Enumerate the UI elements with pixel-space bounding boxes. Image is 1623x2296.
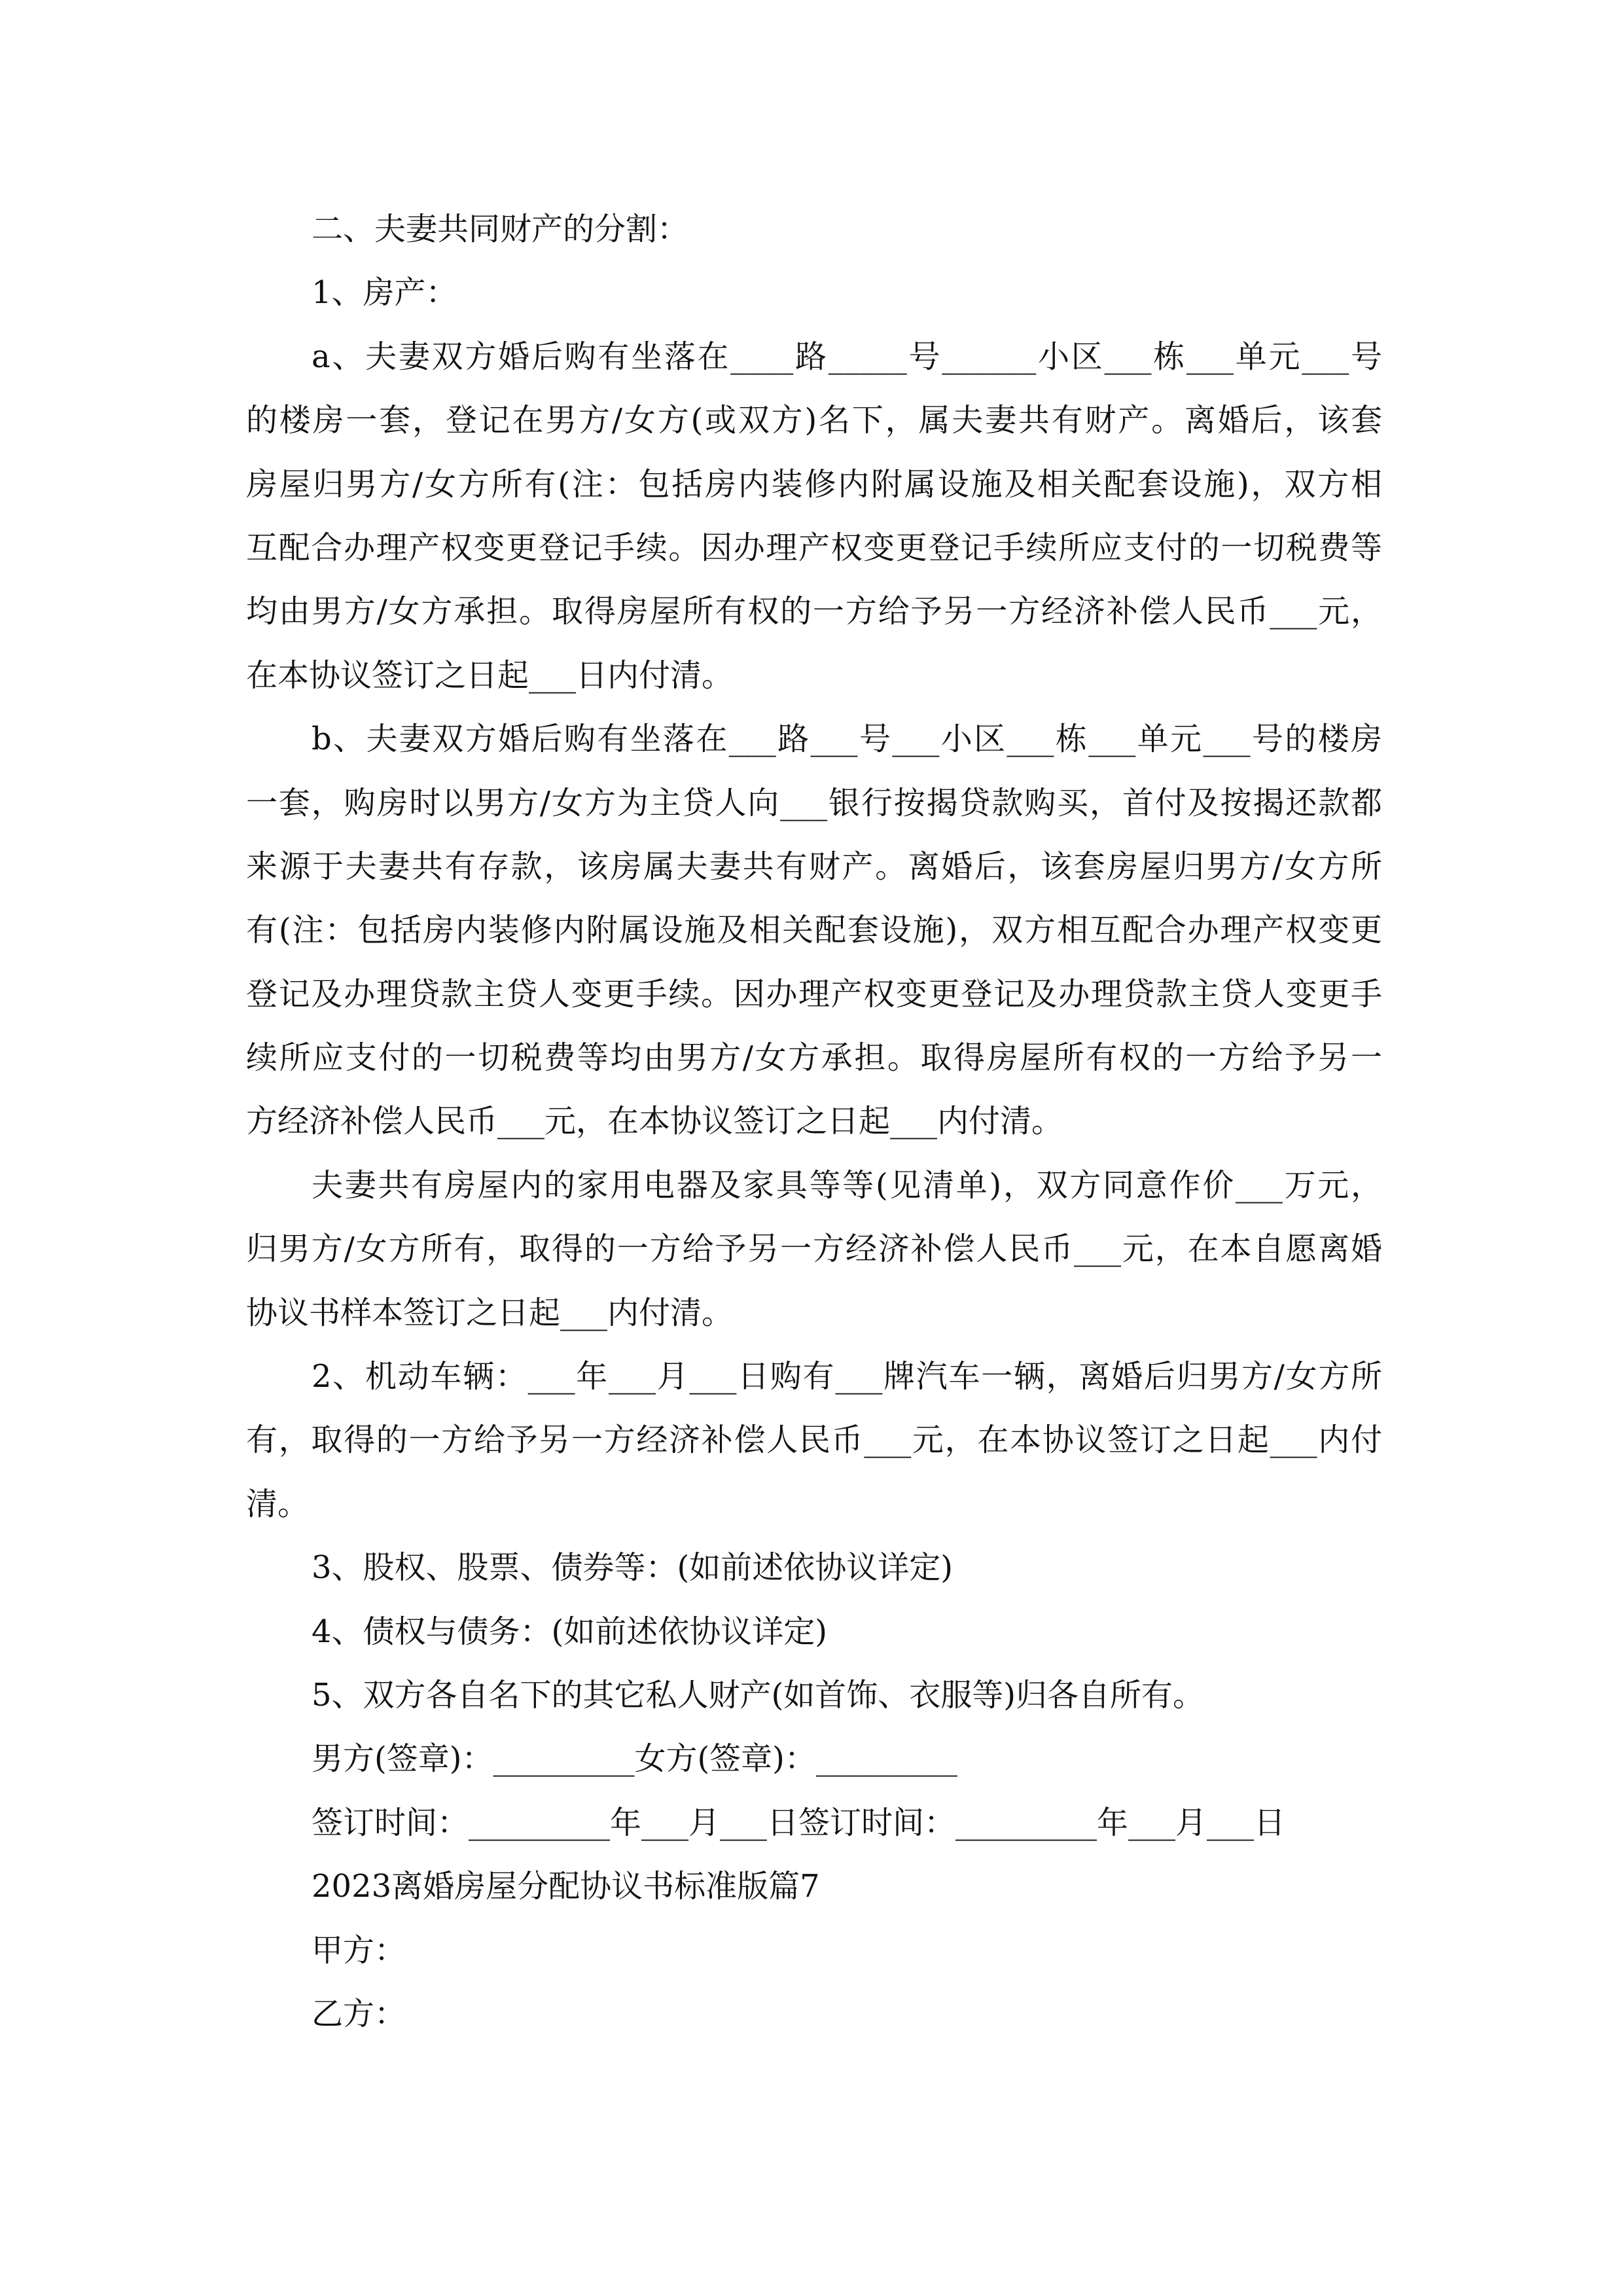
paragraph-line: b、夫妻双方婚后购有坐落在___路___号___小区___栋___单元___号的楼房 — [312, 721, 1382, 758]
paragraph-line: 续所应支付的一切税费等均由男方/女方承担。取得房屋所有权的一方给予另一 — [246, 1039, 1382, 1077]
paragraph-line: 清。 — [246, 1485, 310, 1522]
paragraph-line: 一套，购房时以男方/女方为主贷人向___银行按揭贷款购买，首付及按揭还款都 — [246, 784, 1382, 821]
paragraph-line: 协议书样本签订之日起___内付清。 — [246, 1294, 734, 1331]
party-b-label: 乙方： — [312, 1995, 406, 2032]
paragraph-line: 来源于夫妻共有存款，该房属夫妻共有财产。离婚后，该套房屋归男方/女方所 — [246, 848, 1382, 885]
paragraph-line: 房屋归男方/女方所有(注：包括房内装修内附属设施及相关配套设施)，双方相 — [246, 465, 1382, 503]
signing-date-line: 签订时间：_________年___月___日签订时间：_________年___月___日 — [312, 1804, 1286, 1841]
clause-line: 5、双方各自名下的其它私人财产(如首饰、衣服等)归各自所有。 — [312, 1676, 1204, 1713]
paragraph-line: 在本协议签订之日起___日内付清。 — [246, 656, 734, 694]
party-a-label: 甲方： — [312, 1931, 406, 1969]
document-body — [246, 198, 1382, 2046]
paragraph-line: 互配合办理产权变更登记手续。因办理产权变更登记手续所应支付的一切税费等 — [246, 529, 1382, 566]
paragraph-line: 有，取得的一方给予另一方经济补偿人民币___元，在本协议签订之日起___内付 — [246, 1422, 1382, 1459]
paragraph-line: 夫妻共有房屋内的家用电器及家具等等(见清单)，双方同意作价___万元， — [312, 1166, 1382, 1204]
clause-line: 4、债权与债务：(如前述依协议详定) — [312, 1613, 827, 1650]
paragraph-line: 均由男方/女方承担。取得房屋所有权的一方给予另一方经济补偿人民币___元， — [246, 593, 1382, 630]
paragraph-line: 有(注：包括房内装修内附属设施及相关配套设施)，双方相互配合办理产权变更 — [246, 912, 1382, 949]
paragraph-line: 登记及办理贷款主贷人变更手续。因办理产权变更登记及办理贷款主贷人变更手 — [246, 975, 1382, 1013]
paragraph-line: 归男方/女方所有，取得的一方给予另一方经济补偿人民币___元，在本自愿离婚 — [246, 1230, 1382, 1268]
clause-line: 3、股权、股票、债券等：(如前述依协议详定) — [312, 1549, 953, 1587]
document-subtitle: 2023离婚房屋分配协议书标准版篇7 — [312, 1868, 820, 1905]
clause-heading: 1、房产： — [312, 274, 457, 312]
paragraph-line: 的楼房一套，登记在男方/女方(或双方)名下，属夫妻共有财产。离婚后，该套 — [246, 402, 1382, 439]
section-heading: 二、夫妻共同财产的分割： — [312, 211, 689, 247]
signature-line: 男方(签章)：_________女方(签章)：_________ — [312, 1740, 957, 1778]
paragraph-line: 2、机动车辆：___年___月___日购有___牌汽车一辆，离婚后归男方/女方所 — [312, 1358, 1382, 1395]
paragraph-line: a、夫妻双方婚后购有坐落在____路_____号______小区___栋___单元___号 — [312, 338, 1382, 375]
paragraph-line: 方经济补偿人民币___元，在本协议签订之日起___内付清。 — [246, 1103, 1063, 1140]
